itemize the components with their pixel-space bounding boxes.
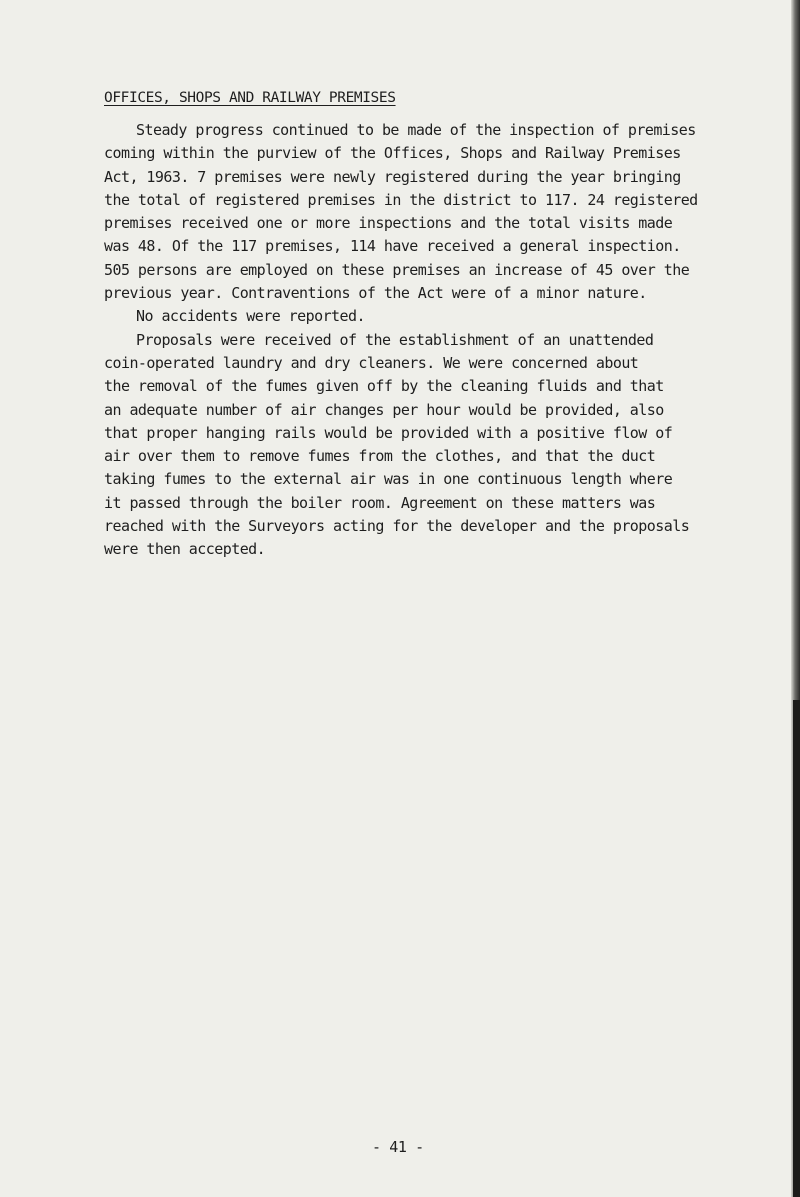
paragraph-2-line: it passed through the boiler room. Agreement on these matters was [104,493,656,512]
paragraph-2-line: reached with the Surveyors acting for the developer and the proposals [104,517,690,536]
section-heading: OFFICES, SHOPS AND RAILWAY PREMISES [104,90,396,106]
paragraph-1-line: previous year. Contraventions of the Act were of a minor nature. [104,284,647,303]
paragraph-1-line: 505 persons are employed on these premises an increase of 45 over the [104,260,690,279]
body-text [104,119,794,562]
paragraph-1-line: coming within the purview of the Offices, Shops and Railway Premises [104,144,681,163]
paragraph-1-line: was 48. Of the 117 premises, 114 have received a general inspection. [104,237,681,256]
paragraph-2-line: an adequate number of air changes per hour would be provided, also [104,400,664,419]
paragraph-1-line: premises received one or more inspections and the total visits made [104,214,673,233]
paragraph-1-line: Act, 1963. 7 premises were newly registered during the year bringing [104,167,681,186]
scan-edge-dark [793,700,800,1197]
paragraph-1-line: the total of registered premises in the district to 117. 24 registered [104,190,698,209]
paragraph-2-line: the removal of the fumes given off by the cleaning fluids and that [104,377,664,396]
page-number: - 41 - [372,1138,424,1156]
paragraph-2-line: air over them to remove fumes from the clothes, and that the duct [104,447,656,466]
paragraph-1-line: Steady progress continued to be made of the inspection of premises [136,121,696,139]
paragraph-2-line: were then accepted. [104,540,266,559]
paragraph-1-line: No accidents were reported. [136,307,365,326]
paragraph-2-line: that proper hanging rails would be provided with a positive flow of [104,423,673,442]
paragraph-2-line: Proposals were received of the establishment of an unattended [136,330,654,349]
paragraph-2-line: taking fumes to the external air was in one continuous length where [104,470,673,489]
paragraph-2-line: coin-operated laundry and dry cleaners. We were concerned about [104,353,639,372]
